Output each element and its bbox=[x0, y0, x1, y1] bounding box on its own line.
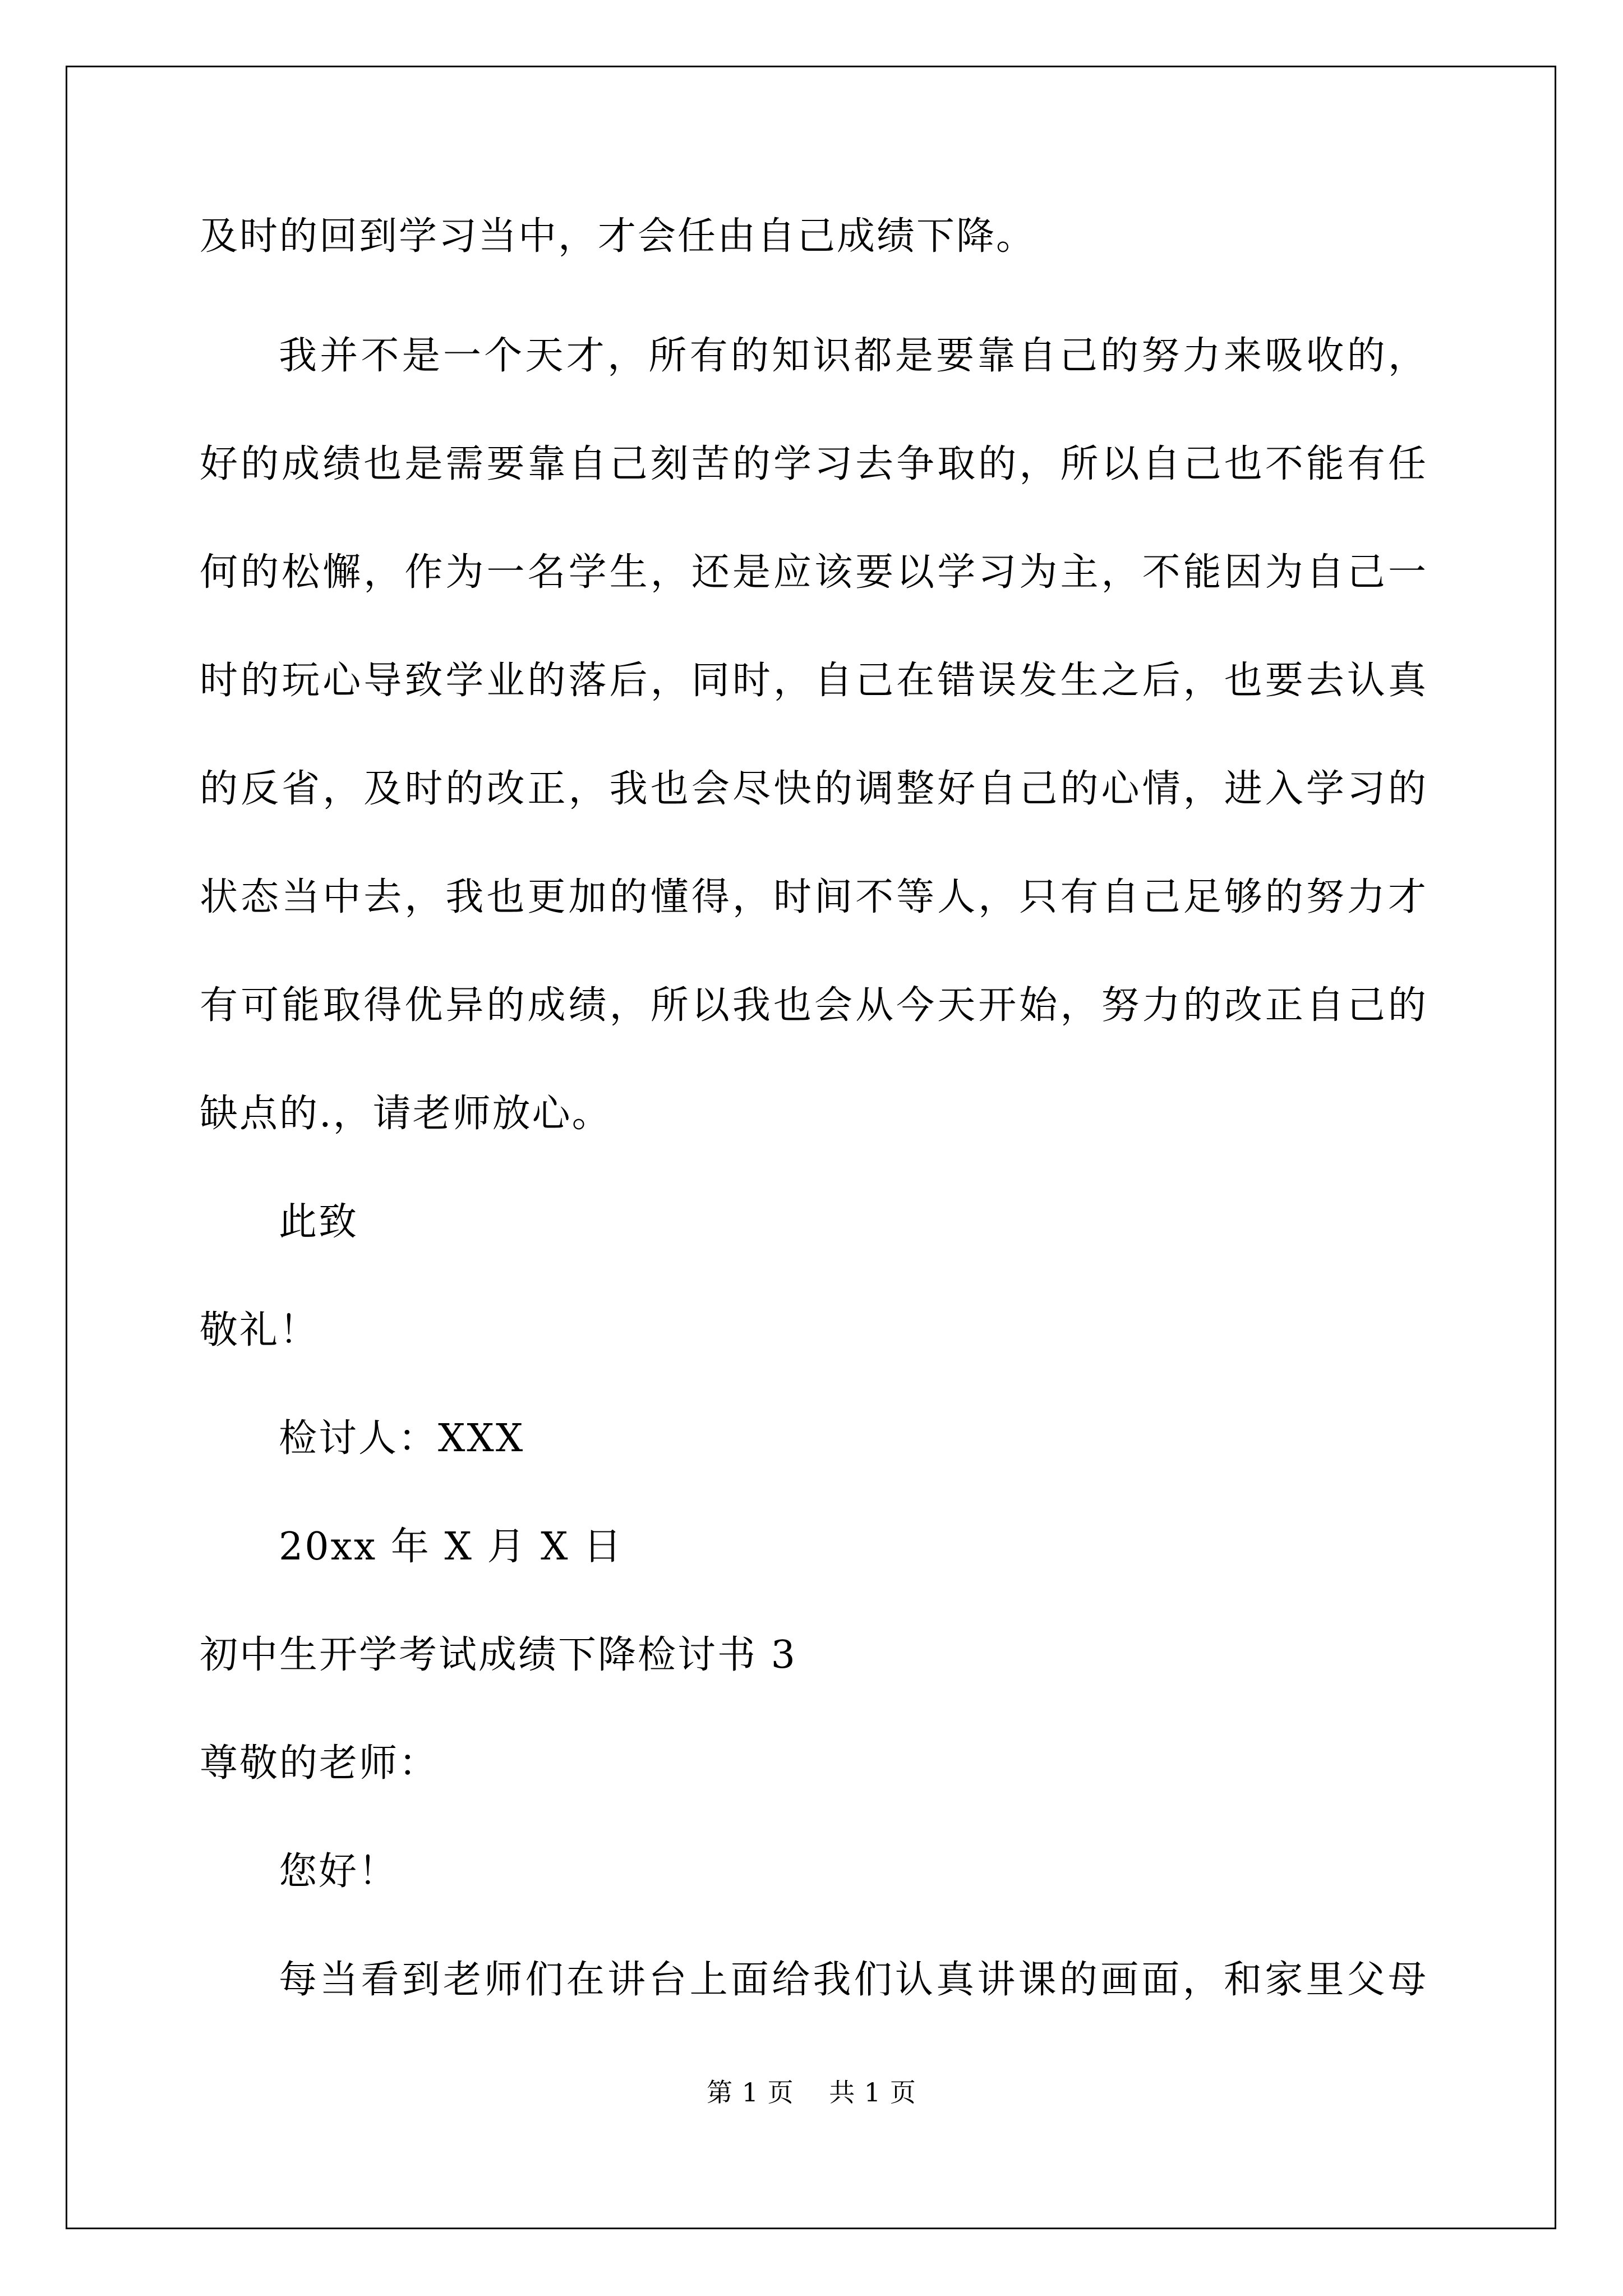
closing-salutation: 此致 bbox=[279, 1200, 359, 1244]
paragraph-line: 缺点的.，请老师放心。 bbox=[200, 1092, 612, 1136]
signature-line: 检讨人：XXX bbox=[279, 1416, 525, 1461]
paragraph-line: 有可能取得优异的成绩，所以我也会从今天开始，努力的改正自己的 bbox=[200, 983, 1428, 1028]
paragraph-line: 状态当中去，我也更加的懂得，时间不等人，只有自己足够的努力才 bbox=[200, 875, 1428, 919]
paragraph-line: 何的松懈，作为一名学生，还是应该要以学习为主，不能因为自己一 bbox=[200, 550, 1428, 595]
paragraph-line: 每当看到老师们在讲台上面给我们认真讲课的画面，和家里父母 bbox=[279, 1958, 1428, 2002]
section-title: 初中生开学考试成绩下降检讨书 3 bbox=[200, 1633, 797, 1677]
page-border bbox=[66, 66, 1556, 2229]
paragraph-line: 时的玩心导致学业的落后，同时，自己在错误发生之后，也要去认真 bbox=[200, 659, 1428, 703]
paragraph-line: 我并不是一个天才，所有的知识都是要靠自己的努力来吸收的， bbox=[279, 334, 1428, 378]
page-footer: 第 1 页 共 1 页 bbox=[707, 2077, 916, 2108]
greeting-line: 尊敬的老师： bbox=[200, 1741, 439, 1786]
greeting-line: 您好！ bbox=[279, 1849, 399, 1894]
closing-regards: 敬礼！ bbox=[200, 1308, 320, 1352]
paragraph-line: 好的成绩也是需要靠自己刻苦的学习去争取的，所以自己也不能有任 bbox=[200, 442, 1428, 486]
paragraph-line: 的反省，及时的改正，我也会尽快的调整好自己的心情，进入学习的 bbox=[200, 767, 1428, 811]
paragraph-line: 及时的回到学习当中，才会任由自己成绩下降。 bbox=[200, 214, 1036, 259]
date-line: 20xx 年 X 月 X 日 bbox=[279, 1525, 624, 1569]
